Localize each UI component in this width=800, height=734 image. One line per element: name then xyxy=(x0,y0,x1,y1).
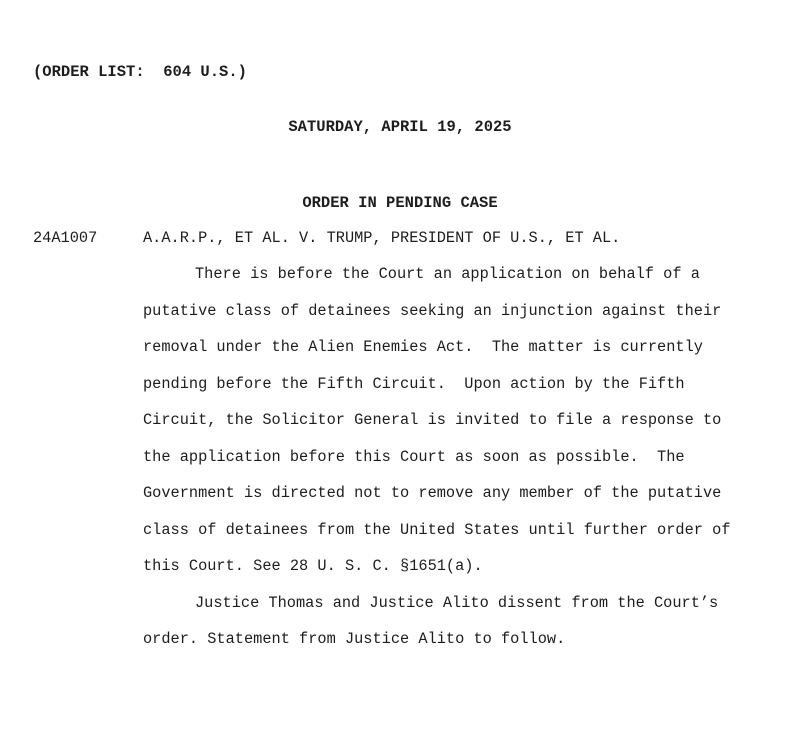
document-date: SATURDAY, APRIL 19, 2025 xyxy=(288,118,512,136)
order-text-line: putative class of detainees seeking an injunction against their xyxy=(143,301,722,320)
order-text-line: class of detainees from the United States until further order of xyxy=(143,520,731,539)
order-text-line: Government is directed not to remove any member of the putative xyxy=(143,484,722,502)
order-body-text xyxy=(143,256,731,658)
section-heading: ORDER IN PENDING CASE xyxy=(302,194,498,212)
order-text-line: There is before the Court an application on behalf of a xyxy=(195,265,700,283)
order-text-line: this Court. See 28 U. S. C. §1651(a). xyxy=(143,557,483,575)
docket-number: 24A1007 xyxy=(33,229,98,247)
order-text-line: Circuit, the Solicitor General is invited to file a response to xyxy=(143,411,722,429)
case-caption-row xyxy=(33,229,620,247)
order-text-line: order. Statement from Justice Alito to follow. xyxy=(143,630,566,648)
case-caption: A.A.R.P., ET AL. V. TRUMP, PRESIDENT OF U.S., ET AL. xyxy=(143,229,621,247)
order-text-line: pending before the Fifth Circuit. Upon action by the Fifth xyxy=(143,374,685,393)
order-text-line: the application before this Court as soon as possible. The xyxy=(143,447,685,466)
order-text-line: Justice Thomas and Justice Alito dissent from the Court’s xyxy=(195,593,719,612)
order-text-line: removal under the Alien Enemies Act. The matter is currently xyxy=(143,338,703,356)
order-list-reference: (ORDER LIST: 604 U.S.) xyxy=(33,63,247,81)
